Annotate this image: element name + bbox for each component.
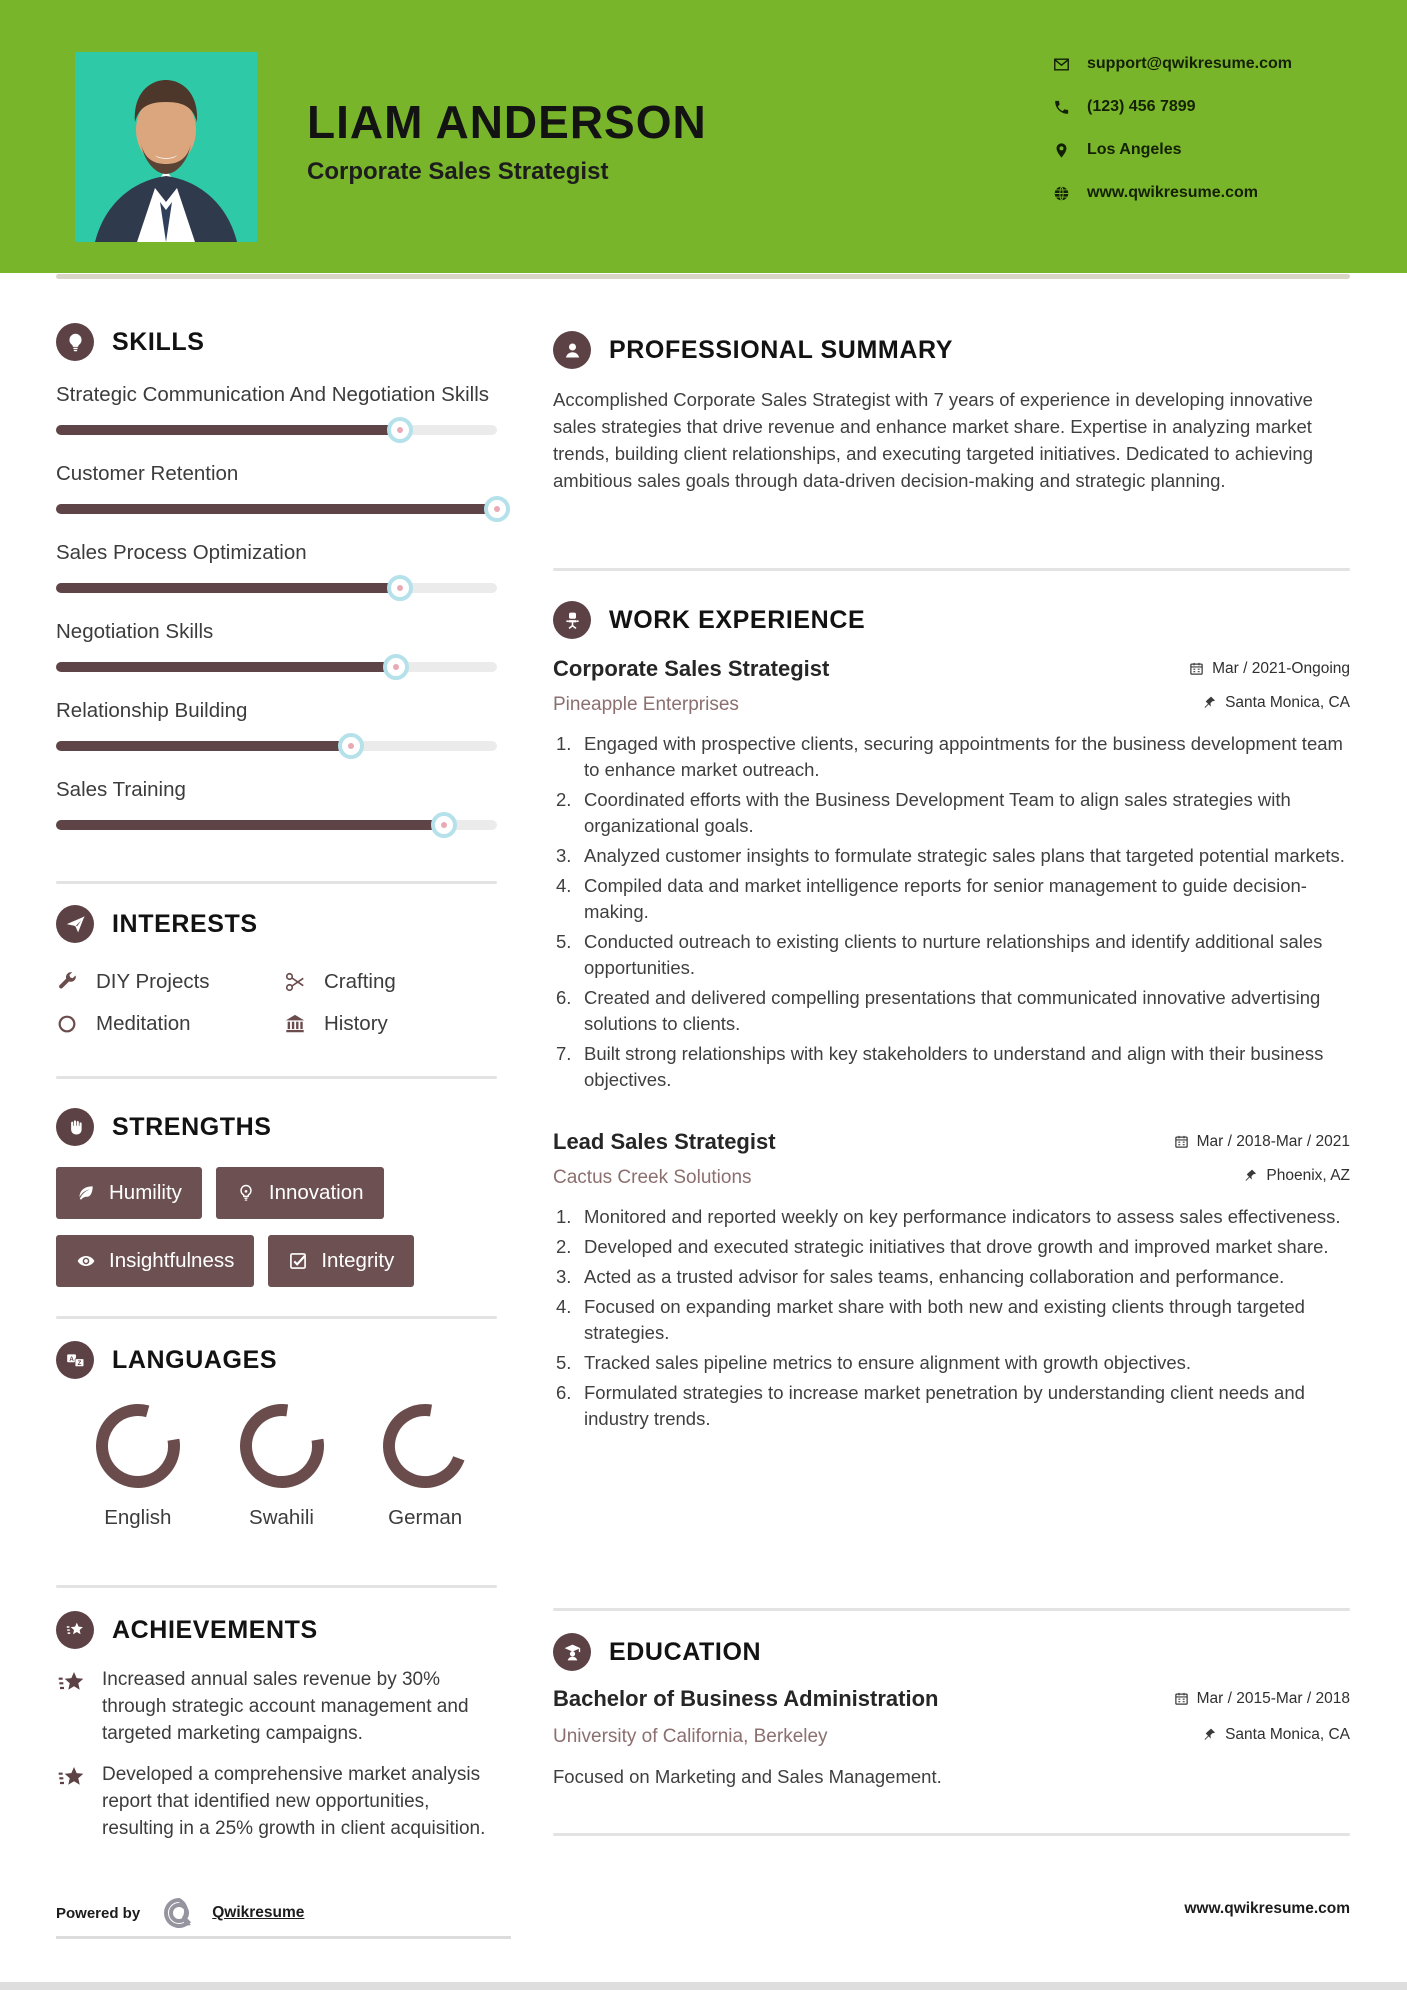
skills-section [56,320,497,852]
skill-label: Strategic Communication And Negotiation Skills [56,383,489,406]
language-item [210,1398,354,1530]
office-chair-icon [553,601,591,639]
languages-title: LANGUAGES [112,1345,278,1374]
site-url[interactable]: www.qwikresume.com [1184,1900,1350,1917]
paper-plane-icon [56,905,94,943]
job-role: Corporate Sales Strategist [553,656,830,681]
person-icon [553,331,591,369]
qwikresume-link[interactable]: Qwikresume [212,1904,305,1921]
achievements-list [56,1666,497,1842]
header-divider [56,274,1350,279]
fist-icon [56,1108,94,1146]
language-label: English [104,1506,172,1529]
contact-location-row [1053,138,1292,162]
summary-section [553,328,1350,494]
calendar-icon [1189,661,1204,676]
job-bullet: Acted as a trusted advisor for sales teams, enhancing collaboration and performance. [584,1266,1285,1287]
footer-divider [56,1936,511,1939]
profile-photo [75,52,257,242]
education-school: University of California, Berkeley [553,1726,828,1747]
job-bullet: Focused on expanding market share with both new and existing clients through targeted strategies. [584,1296,1305,1343]
languages-list [56,1398,497,1530]
language-label: Swahili [249,1506,314,1529]
achievement-text: Increased annual sales revenue by 30% through strategic account management and targeted marketing campaigns. [102,1669,469,1744]
language-arc-chart [90,1398,186,1494]
star-burst-icon [56,1611,94,1649]
calendar-icon [1174,1691,1189,1706]
skill-slider [56,496,497,522]
job-bullet: Engaged with prospective clients, securing appointments for the business development team to enhance market outreach. [584,733,1343,780]
checkbox-icon [288,1251,308,1271]
skill-slider [56,812,497,838]
strength-label: Innovation [268,1181,364,1204]
contact-location: Los Angeles [1087,141,1182,158]
interest-label: DIY Projects [96,970,210,993]
skills-title: SKILLS [112,327,205,356]
summary-text: Accomplished Corporate Sales Strategist with 7 years of experience in developing innovative sales strategies that drive revenue and enhance market share. Expertise in analyzing market trends, building client relationships, and executing targeted initiatives. Dedicated to achieving ambitious sales goals through data-driven decision-making and strategic planning. [553,389,1313,491]
education-note: Focused on Marketing and Sales Management. [553,1766,942,1787]
job-bullets [553,731,1350,1093]
skill-label: Customer Retention [56,462,239,485]
job-bullet: Monitored and reported weekly on key performance indicators to assess sales effectiveness. [584,1206,1341,1227]
job-bullet: Built strong relationships with key stakeholders to understand and align with their business objectives. [584,1043,1324,1090]
header-banner [0,0,1407,273]
job-bullet: Analyzed customer insights to formulate strategic sales plans that targeted potential markets. [584,845,1345,866]
strength-label: Humility [109,1181,182,1204]
skill-item [56,617,497,680]
achievement-item [56,1666,497,1747]
scissors-icon [284,971,306,993]
globe-icon [1053,185,1070,202]
interest-label: Crafting [324,970,396,993]
star-burst-icon [56,1763,88,1795]
interest-item [284,970,497,994]
strength-badge [56,1167,202,1219]
interests-title: INTERESTS [112,909,258,938]
section-divider [553,1608,1350,1611]
strengths-list [56,1167,497,1303]
education-degree: Bachelor of Business Administration [553,1686,939,1711]
bulb-outline-icon [236,1183,256,1203]
envelope-icon [1053,56,1070,73]
skills-list [56,380,497,838]
svg-text:A: A [68,1355,74,1363]
contact-phone-row [1053,95,1292,119]
powered-by [56,1896,304,1930]
strength-badge [56,1235,254,1287]
skill-label: Negotiation Skills [56,620,214,643]
eye-icon [76,1251,96,1271]
powered-by-label: Powered by [56,1904,141,1922]
svg-text:Z: Z [77,1359,81,1367]
contact-block [1053,52,1292,224]
job-role: Lead Sales Strategist [553,1129,776,1154]
skill-slider [56,417,497,443]
language-label: German [388,1506,463,1529]
skill-item [56,696,497,759]
section-divider [56,1076,497,1079]
education-location: Santa Monica, CA [1202,1726,1350,1744]
person-job-title: Corporate Sales Strategist [307,158,609,185]
contact-website-row [1053,181,1292,205]
strengths-section [56,1105,497,1303]
languages-section [56,1338,497,1530]
skill-slider [56,733,497,759]
job-bullet: Compiled data and market intelligence reports for senior management to guide decision-making. [584,875,1307,922]
skill-item [56,538,497,601]
skill-slider [56,654,497,680]
phone-icon [1053,99,1070,116]
interest-label: History [324,1012,388,1035]
pushpin-icon [1202,1727,1217,1742]
skill-item [56,459,497,522]
slider-handle[interactable] [484,496,510,522]
language-arc-chart [234,1398,330,1494]
job-location: Santa Monica, CA [1202,694,1350,712]
job-bullet: Formulated strategies to increase market penetration by understanding client needs and industry trends. [584,1382,1305,1429]
skill-slider [56,575,497,601]
achievement-item [56,1761,497,1842]
education-dates: Mar / 2015-Mar / 2018 [1174,1690,1350,1708]
language-item [66,1398,210,1530]
leaf-icon [76,1183,96,1203]
strength-label: Integrity [321,1249,395,1272]
slider-handle[interactable] [387,417,413,443]
calendar-icon [1174,1134,1189,1149]
strength-label: Insightfulness [109,1249,235,1272]
interest-item [56,970,284,994]
pushpin-icon [1243,1168,1258,1183]
contact-website[interactable]: www.qwikresume.com [1087,184,1259,201]
skill-label: Sales Training [56,778,186,801]
ring-icon [56,1013,78,1035]
job-bullet: Conducted outreach to existing clients to nurture relationships and identify additional sales opportunities. [584,931,1323,978]
translate-icon [56,1341,94,1379]
skill-item [56,775,497,838]
strength-badge [268,1235,414,1287]
achievements-title: ACHIEVEMENTS [112,1615,318,1644]
job-entry [553,654,1350,1093]
slider-handle[interactable] [383,654,409,680]
work-title: WORK EXPERIENCE [609,605,866,634]
section-divider [553,568,1350,571]
qwikresume-logo [162,1896,196,1930]
slider-handle[interactable] [387,575,413,601]
map-pin-icon [1053,142,1070,159]
language-arc-chart [377,1398,473,1494]
summary-title: PROFESSIONAL SUMMARY [609,335,953,364]
achievements-section [56,1608,497,1842]
job-entry [553,1127,1350,1432]
wrench-icon [56,971,78,993]
page-bottom-edge [0,1982,1407,1990]
person-name: LIAM ANDERSON [307,96,707,148]
section-divider [553,1833,1350,1836]
job-bullet: Tracked sales pipeline metrics to ensure alignment with growth objectives. [584,1352,1192,1373]
graduate-icon [553,1633,591,1671]
skill-item [56,380,497,443]
job-company: Pineapple Enterprises [553,694,739,715]
language-item [353,1398,497,1530]
achievement-text: Developed a comprehensive market analysis report that identified new opportunities, resulting in a 25% growth in client acquisition. [102,1764,486,1839]
profile-photo-illustration [75,52,257,242]
job-dates: Mar / 2018-Mar / 2021 [1174,1133,1350,1151]
job-bullet: Coordinated efforts with the Business Development Team to align sales strategies with organizational goals. [584,789,1291,836]
strengths-title: STRENGTHS [112,1112,272,1141]
contact-phone[interactable]: (123) 456 7899 [1087,98,1196,115]
job-bullets [553,1204,1350,1432]
contact-email[interactable]: support@qwikresume.com [1087,55,1292,72]
education-title: EDUCATION [609,1637,762,1666]
slider-handle[interactable] [338,733,364,759]
section-divider [56,881,497,884]
lightbulb-icon [56,323,94,361]
interests-section [56,902,497,1036]
strength-badge [216,1167,384,1219]
section-divider [56,1316,497,1319]
interest-label: Meditation [96,1012,191,1035]
education-section [553,1630,1350,1788]
job-bullet: Created and delivered compelling presentations that communicated innovative advertising solutions to clients. [584,987,1321,1034]
work-section [553,598,1350,1436]
job-location: Phoenix, AZ [1243,1167,1350,1185]
museum-icon [284,1013,306,1035]
job-bullet: Developed and executed strategic initiatives that drove growth and improved market share. [584,1236,1329,1257]
skill-label: Relationship Building [56,699,248,722]
job-dates: Mar / 2021-Ongoing [1189,660,1350,678]
skill-label: Sales Process Optimization [56,541,307,564]
section-divider [56,1585,497,1588]
job-company: Cactus Creek Solutions [553,1167,752,1188]
contact-email-row [1053,52,1292,76]
interest-item [56,1012,284,1036]
slider-handle[interactable] [431,812,457,838]
interest-item [284,1012,497,1036]
pushpin-icon [1202,695,1217,710]
star-burst-icon [56,1668,88,1700]
interests-list [56,970,497,1036]
